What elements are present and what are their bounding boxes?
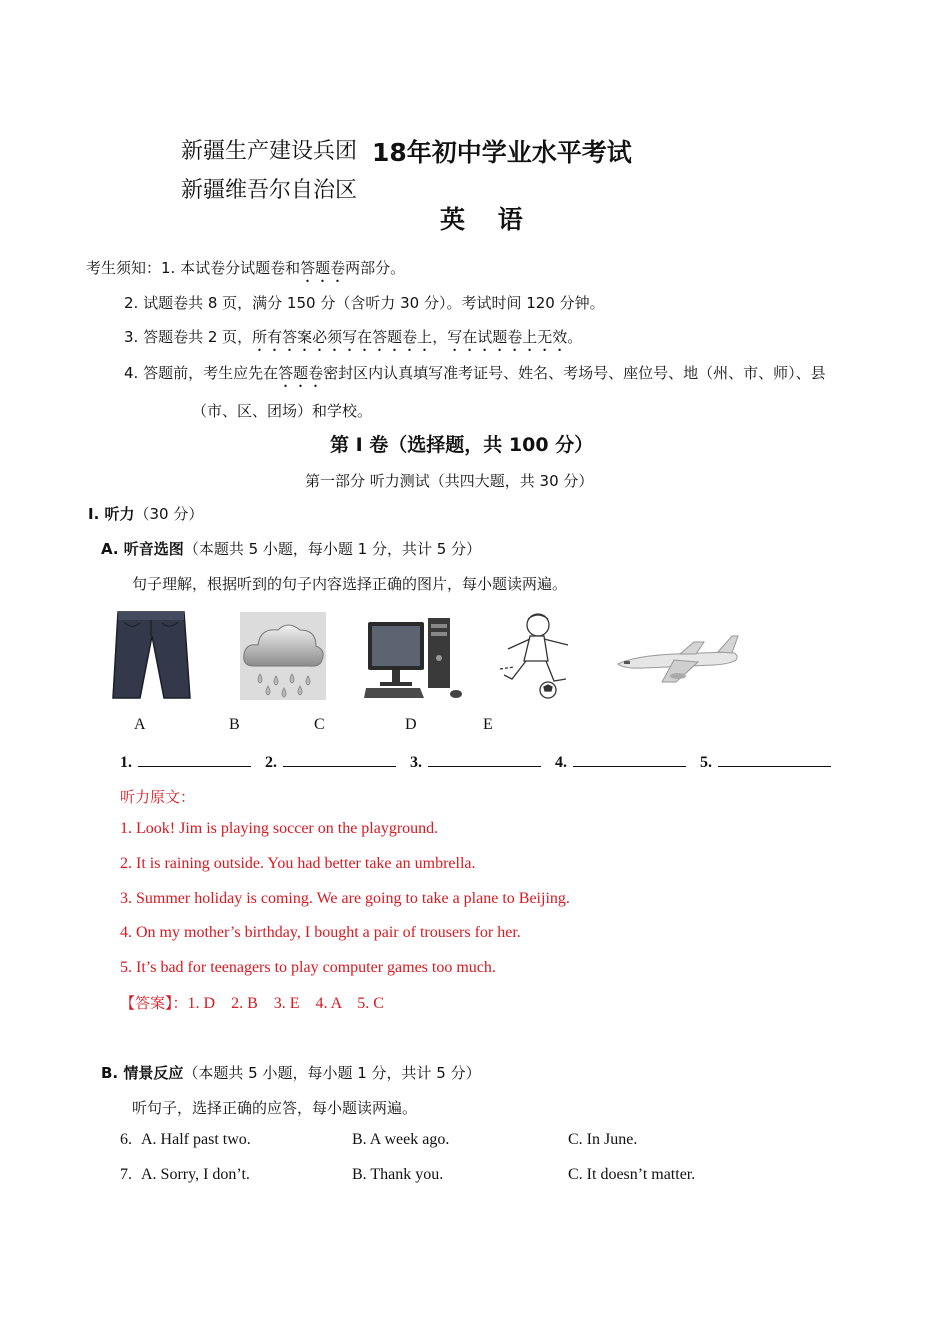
transcript-line: 1. Look! Jim is playing soccer on the playground. bbox=[120, 820, 439, 837]
option-a[interactable]: A. Half past two. bbox=[141, 1131, 251, 1148]
header-line-1: 新疆生产建设兵团 bbox=[181, 139, 358, 164]
picture-letter-c: C bbox=[314, 716, 325, 733]
subject-title: 英 语 bbox=[440, 205, 535, 234]
option-b[interactable]: B. A week ago. bbox=[352, 1131, 450, 1148]
picture-letter-d: D bbox=[405, 716, 417, 733]
transcript-line: 2. It is raining outside. You had better take an umbrella. bbox=[120, 855, 476, 872]
section-b-heading: B. 情景反应（本题共 5 小题，每小题 1 分，共计 5 分） bbox=[101, 1064, 481, 1082]
notice-item-1: 考生须知：1. 本试卷分试题卷和答题卷两部分。 bbox=[86, 259, 406, 277]
transcript-line: 3. Summer holiday is coming. We are going to take a plane to Beijing. bbox=[120, 890, 570, 907]
exam-title: 18年初中学业水平考试 bbox=[372, 138, 632, 167]
section-a-instruction: 句子理解，根据听到的句子内容选择正确的图片，每小题读两遍。 bbox=[132, 575, 568, 593]
airplane-icon bbox=[614, 632, 742, 688]
answer-blank-1[interactable]: 1. bbox=[120, 752, 251, 772]
rain-cloud-icon bbox=[240, 612, 326, 700]
answer-blank-5[interactable]: 5. bbox=[700, 752, 831, 772]
notice-item-2: 2. 试题卷共 8 页，满分 150 分（含听力 30 分）。考试时间 120 分钟。 bbox=[124, 294, 605, 312]
picture-letter-e: E bbox=[483, 716, 493, 733]
section-i-heading: I. 听力（30 分） bbox=[88, 505, 204, 523]
answer-key: 【答案】：1. D 2. B 3. E 4. A 5. C bbox=[120, 994, 384, 1012]
answer-blank-4[interactable]: 4. bbox=[555, 752, 686, 772]
question-number: 6. bbox=[120, 1131, 132, 1148]
computer-icon bbox=[364, 614, 468, 700]
option-c[interactable]: C. It doesn’t matter. bbox=[568, 1166, 696, 1183]
notice-item-4: 4. 答题前，考生应先在答题卷密封区内认真填写准考证号、姓名、考场号、座位号、地（州、市、师）、县 bbox=[124, 364, 826, 382]
header-line-2: 新疆维吾尔自治区 bbox=[181, 178, 358, 203]
answer-blank-2[interactable]: 2. bbox=[265, 752, 396, 772]
picture-letter-b: B bbox=[229, 716, 240, 733]
option-a[interactable]: A. Sorry, I don’t. bbox=[141, 1166, 250, 1183]
notice-item-3: 3. 答题卷共 2 页，所有答案必须写在答题卷上，写在试题卷上无效。 bbox=[124, 328, 583, 346]
option-c[interactable]: C. In June. bbox=[568, 1131, 638, 1148]
picture-letter-a: A bbox=[134, 716, 146, 733]
answer-blank-3[interactable]: 3. bbox=[410, 752, 541, 772]
trousers-icon bbox=[110, 608, 192, 700]
notice-label: 考生须知： bbox=[86, 259, 162, 277]
notice-item-4-cont: （市、区、团场）和学校。 bbox=[192, 402, 373, 420]
section-b-instruction: 听句子，选择正确的应答，每小题读两遍。 bbox=[132, 1099, 418, 1117]
option-b[interactable]: B. Thank you. bbox=[352, 1166, 444, 1183]
volume-heading: 第 I 卷（选择题，共 100 分） bbox=[330, 434, 594, 456]
transcript-line: 4. On my mother’s birthday, I bought a pair of trousers for her. bbox=[120, 924, 521, 941]
section-a-heading: A. 听音选图（本题共 5 小题，每小题 1 分，共计 5 分） bbox=[101, 540, 482, 558]
soccer-player-icon bbox=[494, 609, 584, 700]
part-heading: 第一部分 听力测试（共四大题，共 30 分） bbox=[305, 472, 594, 490]
question-number: 7. bbox=[120, 1166, 132, 1183]
transcript-label: 听力原文： bbox=[120, 788, 196, 806]
transcript-line: 5. It’s bad for teenagers to play computer games too much. bbox=[120, 959, 496, 976]
